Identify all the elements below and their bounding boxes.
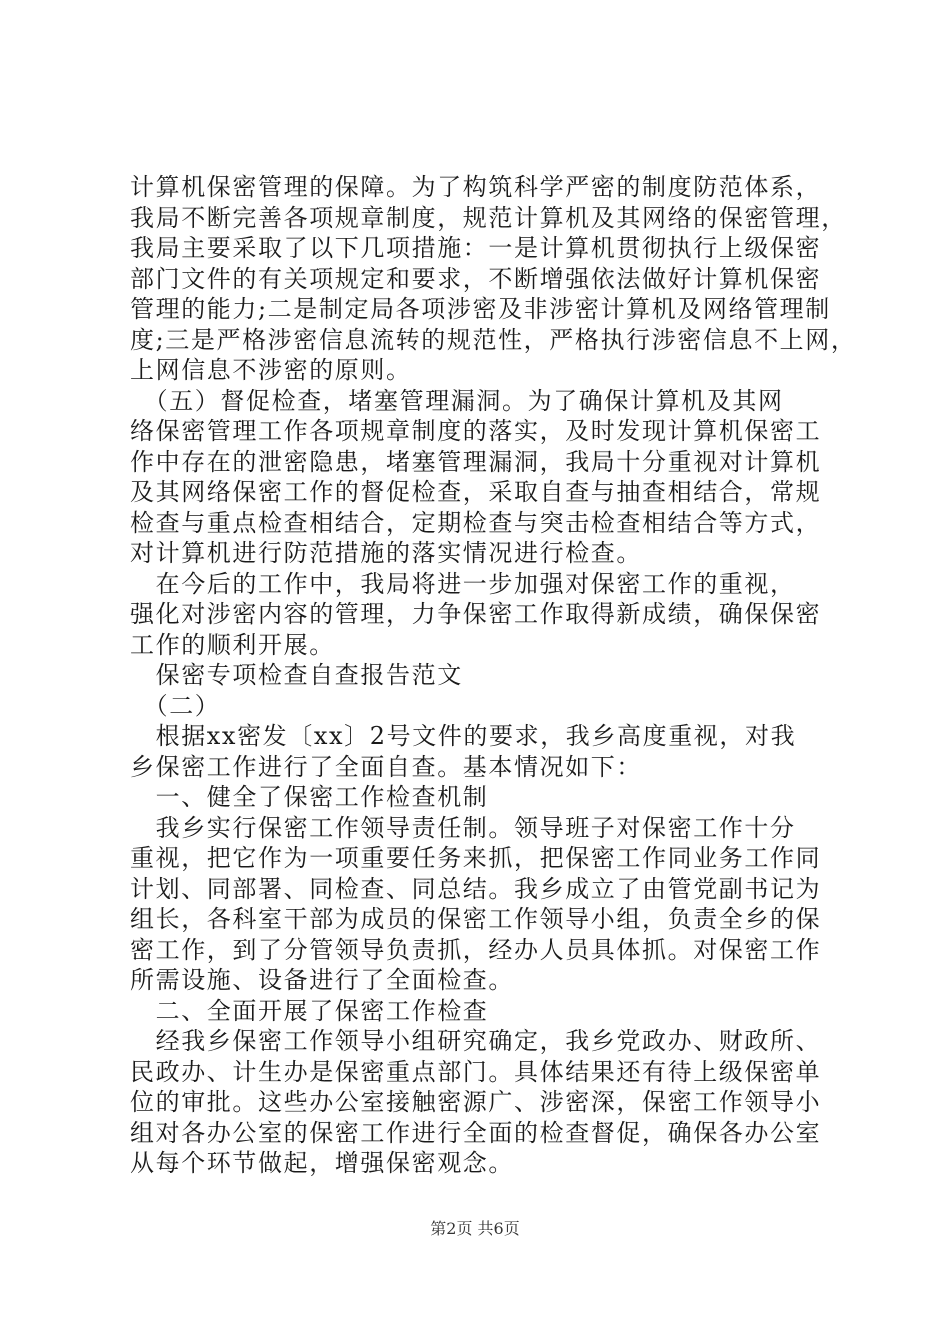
text-line: 计划、同部署、同检查、同总结。我乡成立了由管党副书记为 <box>130 874 822 903</box>
text-line: 对计算机进行防范措施的落实情况进行检查。 <box>130 539 642 567</box>
text-line: 在今后的工作中，我局将进一步加强对保密工作的重视， <box>130 569 796 598</box>
text-line: 部门文件的有关项规定和要求，不断增强依法做好计算机保密 <box>130 264 822 293</box>
text-line: 我局不断完善各项规章制度，规范计算机及其网络的保密管理， <box>130 203 847 232</box>
text-line: 密工作，到了分管领导负责抓，经办人员具体抓。对保密工作 <box>130 935 822 964</box>
text-line: 从每个环节做起，增强保密观念。 <box>130 1149 514 1177</box>
text-line: （二） <box>130 691 221 720</box>
text-line: 二、全面开展了保密工作检查 <box>130 996 489 1025</box>
text-line: （五）督促检查，堵塞管理漏洞。为了确保计算机及其网 <box>130 386 784 415</box>
text-line: 上网信息不涉密的原则。 <box>130 356 412 384</box>
text-line: 组对各办公室的保密工作进行全面的检查督促，确保各办公室 <box>130 1118 822 1147</box>
text-line: 民政办、计生办是保密重点部门。具体结果还有待上级保密单 <box>130 1057 822 1086</box>
text-line: 根据xx密发〔xx〕2号文件的要求，我乡高度重视，对我 <box>130 722 797 750</box>
text-line: 检查与重点检查相结合，定期检查与突击检查相结合等方式， <box>130 508 822 537</box>
text-line: 计算机保密管理的保障。为了构筑科学严密的制度防范体系， <box>130 173 822 201</box>
text-line: 工作的顺利开展。 <box>130 630 335 659</box>
text-line: 强化对涉密内容的管理，力争保密工作取得新成绩，确保保密 <box>130 600 822 628</box>
text-line: 经我乡保密工作领导小组研究确定，我乡党政办、财政所、 <box>130 1027 822 1055</box>
text-line: 络保密管理工作各项规章制度的落实，及时发现计算机保密工 <box>130 417 822 445</box>
text-line: 管理的能力;二是制定局各项涉密及非涉密计算机及网络管理制 <box>130 295 831 323</box>
text-line: 我局主要采取了以下几项措施：一是计算机贯彻执行上级保密 <box>130 234 822 262</box>
text-line: 位的审批。这些办公室接触密源广、涉密深，保密工作领导小 <box>130 1088 822 1116</box>
text-line: 组长，各科室干部为成员的保密工作领导小组，负责全乡的保 <box>130 905 822 933</box>
text-line: 作中存在的泄密隐患，堵塞管理漏洞，我局十分重视对计算机 <box>130 447 822 476</box>
text-line: 度;三是严格涉密信息流转的规范性，严格执行涉密信息不上网， <box>130 325 857 354</box>
text-line: 及其网络保密工作的督促检查，采取自查与抽查相结合，常规 <box>130 478 822 506</box>
text-line: 保密专项检查自查报告范文 <box>130 661 463 689</box>
text-line: 重视，把它作为一项重要任务来抓，把保密工作同业务工作同 <box>130 844 822 872</box>
text-line: 所需设施、设备进行了全面检查。 <box>130 966 514 994</box>
document-body <box>130 172 890 1179</box>
page-footer: 第2页 共6页 <box>430 1219 520 1238</box>
text-line: 一、健全了保密工作检查机制 <box>130 783 489 811</box>
text-line: 乡保密工作进行了全面自查。基本情况如下： <box>130 752 642 781</box>
text-line: 我乡实行保密工作领导责任制。领导班子对保密工作十分 <box>130 813 796 842</box>
